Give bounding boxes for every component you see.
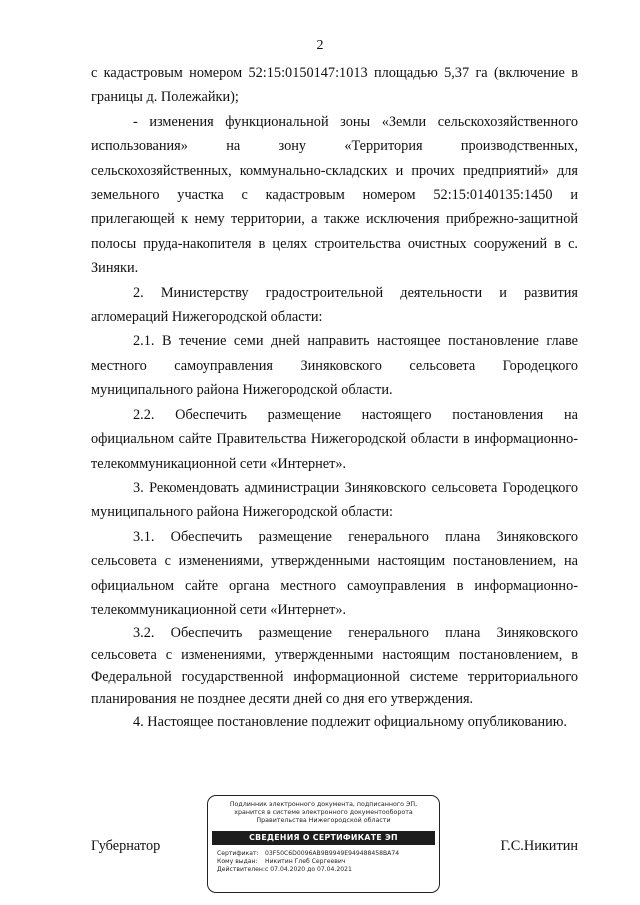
document-body <box>91 61 578 735</box>
paragraph-item-3-2: 3.2. Обеспечить размещение генерального плана Зиняковского сельсовета с изменениями, утвержденными настоящим постановлением, в Федеральной государственной информационной системе территориального планирования не позднее десяти дней со дня его утверждения. <box>91 625 578 708</box>
certificate-value: 03F50C6D0096AB9B9949E949488458BA74 <box>265 849 400 857</box>
paragraph-continuation: с кадастровым номером 52:15:0150147:1013 площадью 5,37 га (включение в границы д. Полежайки); <box>91 65 578 106</box>
validity-label: Действителен: <box>217 865 265 873</box>
paragraph-item-2: 2. Министерству градостроительной деятельности и развития агломераций Нижегородской области: <box>91 284 578 326</box>
stamp-header: СВЕДЕНИЯ О СЕРТИФИКАТЕ ЭП <box>212 831 435 845</box>
electronic-signature-stamp <box>207 795 440 893</box>
paragraph-item-3-1: 3.1. Обеспечить размещение генерального плана Зиняковского сельсовета с изменениями, утвержденными настоящим постановлением, на официальном сайте органа местного самоуправления в информационно-телекоммуникационной сети «Интернет». <box>91 528 578 618</box>
stamp-details <box>208 850 439 874</box>
signer-title: Губернатор <box>91 838 161 854</box>
page-number: 2 <box>316 38 324 53</box>
paragraph-zone-change: - изменения функциональной зоны «Земли сельскохозяйственного использования» на зону «Территория производственных, сельскохозяйственных, коммунально-складских и прочих предприятий» для земельного участка с кадастровым номером 52:15:0140135:1450 и прилегающей к нему территории, а также исключения прибрежно-защитной полосы пруда-накопителя в целях строительства очистных сооружений в с. Зиняки. <box>91 113 578 277</box>
signer-name: Г.С.Никитин <box>500 838 578 854</box>
certificate-row <box>217 850 439 858</box>
paragraph-item-2-2: 2.2. Обеспечить размещение настоящего постановления на официальном сайте Правительства Нижегородской области в информационно-телекоммуникационной сети «Интернет». <box>91 406 578 472</box>
paragraph-item-2-1: 2.1. В течение семи дней направить настоящее постановление главе местного самоуправления Зиняковского сельсовета Городецкого муниципального района Нижегородской области. <box>91 333 578 399</box>
stamp-notice: Подлинник электронного документа, подписанного ЭП, хранится в системе электронного документооборота Правительства Нижегородской области <box>229 801 418 825</box>
issued-to-row <box>217 858 439 866</box>
paragraph-item-3: 3. Рекомендовать администрации Зиняковского сельсовета Городецкого муниципального района Нижегородской области: <box>91 479 578 521</box>
paragraph-item-4: 4. Настоящее постановление подлежит официальному опубликованию. <box>133 714 568 731</box>
issued-to-value: Никитин Глеб Сергеевич <box>265 857 346 865</box>
certificate-label: Сертификат: <box>217 849 259 857</box>
validity-value: с 07.04.2020 до 07.04.2021 <box>265 865 352 873</box>
issued-to-label: Кому выдан: <box>217 857 258 865</box>
validity-row <box>217 866 439 874</box>
